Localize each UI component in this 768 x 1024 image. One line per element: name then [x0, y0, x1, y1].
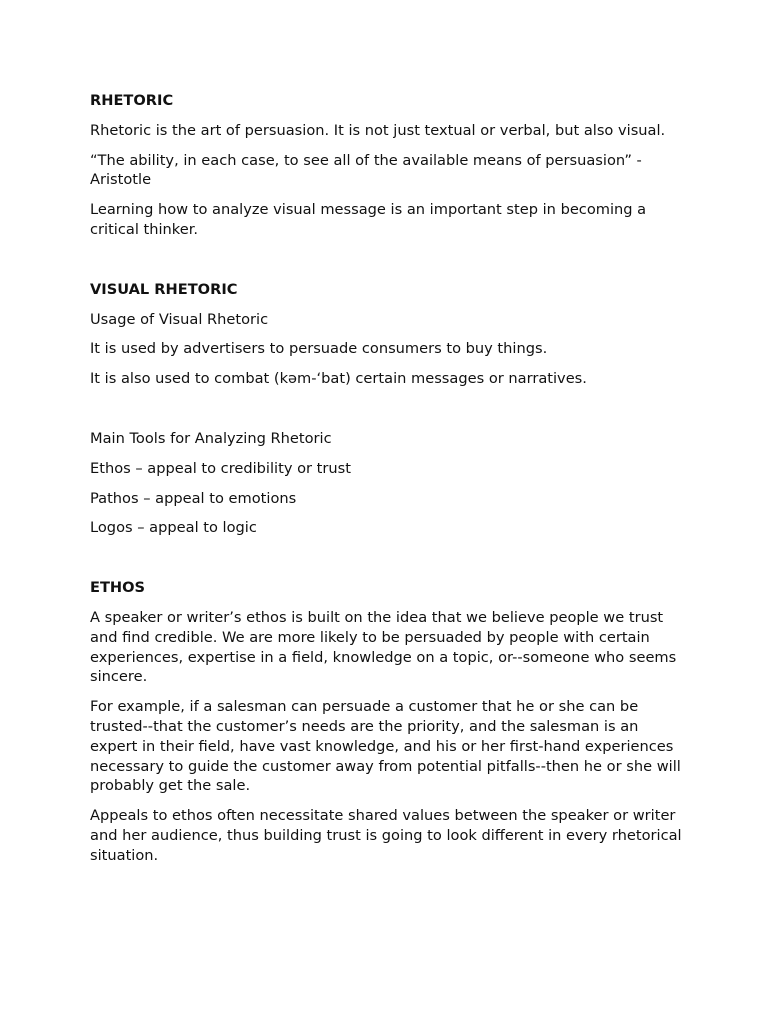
ethos-paragraph-3: Appeals to ethos often necessitate shared values between the speaker or writer and her audience, thus building trust is going to look different in every rhetorical situation. [90, 807, 682, 864]
aristotle-quote: “The ability, in each case, to see all of the available means of persuasion” - Aristotle [90, 151, 642, 189]
document-page [90, 91, 690, 876]
section-spacer [90, 399, 690, 429]
rhetoric-importance: Learning how to analyze visual message is an important step in becoming a critical thinker. [90, 201, 647, 238]
rhetoric-definition: Rhetoric is the art of persuasion. It is not just textual or verbal, but also visual. [90, 121, 666, 139]
tools-title: Main Tools for Analyzing Rhetoric [90, 429, 332, 447]
section-spacer [90, 250, 690, 280]
tool-ethos: Ethos – appeal to credibility or trust [90, 459, 351, 477]
visual-rhetoric-combat: It is also used to combat (kəm-‘bat) certain messages or narratives. [90, 370, 587, 388]
visual-rhetoric-advertisers: It is used by advertisers to persuade consumers to buy things. [90, 340, 548, 358]
tool-pathos: Pathos – appeal to emotions [90, 489, 297, 507]
rhetoric-heading: RHETORIC [90, 92, 174, 109]
ethos-paragraph-1: A speaker or writer’s ethos is built on the idea that we believe people we trust and find credible. We are more likely to be persuaded by people with certain experiences, expertise in a field, knowledge on a topic, or--someone who seems sincere. [90, 608, 677, 686]
tool-logos: Logos – appeal to logic [90, 519, 257, 537]
section-spacer [90, 548, 690, 578]
ethos-heading: ETHOS [90, 579, 146, 597]
visual-rhetoric-usage: Usage of Visual Rhetoric [90, 310, 269, 328]
visual-rhetoric-heading: VISUAL RHETORIC [90, 280, 238, 298]
ethos-paragraph-2: For example, if a salesman can persuade a customer that he or she can be trusted--that the customer’s needs are the priority, and the salesman is an expert in their field, have vast knowledge, and his or her first-hand experiences necessary to guide the customer away from potential pitfalls--then he or she will probably get the sale. [90, 698, 681, 795]
